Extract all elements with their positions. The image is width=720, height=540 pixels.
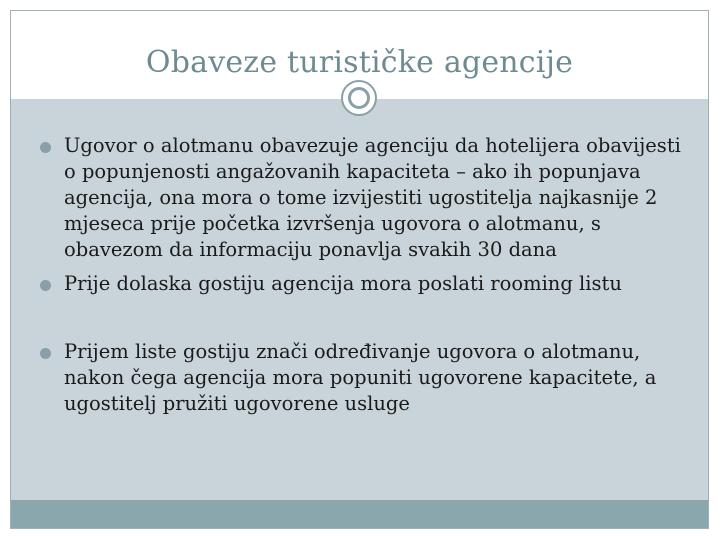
bullet-dot-icon: [40, 348, 51, 359]
bullet-item: [26, 271, 696, 297]
footer-bar: [11, 500, 708, 528]
bullet-list: [26, 133, 696, 417]
slide-title: Obaveze turističke agencije: [145, 45, 574, 80]
bullet-text: Ugovor o alotmanu obavezuje agenciju da hotelijera obavijesti o popunjenosti angažovanih kapaciteta – ako ih popunjava agencija, ona mora o tome izvijestiti ugostitelja najkasnije 2 mjeseca prije početka izvršenja ugovora o alotmanu, s obavezom da informaciju ponavlja svakih 30 dana: [64, 134, 681, 261]
bullet-dot-icon: [40, 280, 51, 291]
divider-ring-icon: [341, 80, 377, 116]
bullet-item: [26, 133, 696, 263]
bullet-item: [26, 339, 696, 417]
divider-ring-inner: [348, 87, 370, 109]
bullet-text: Prijem liste gostiju znači određivanje ugovora o alotmanu, nakon čega agencija mora popuniti ugovorene kapacitete, a ugostitelj pružiti ugovorene usluge: [64, 340, 657, 415]
bullet-dot-icon: [40, 142, 51, 153]
bullet-text: Prije dolaska gostiju agencija mora poslati rooming listu: [64, 272, 622, 295]
